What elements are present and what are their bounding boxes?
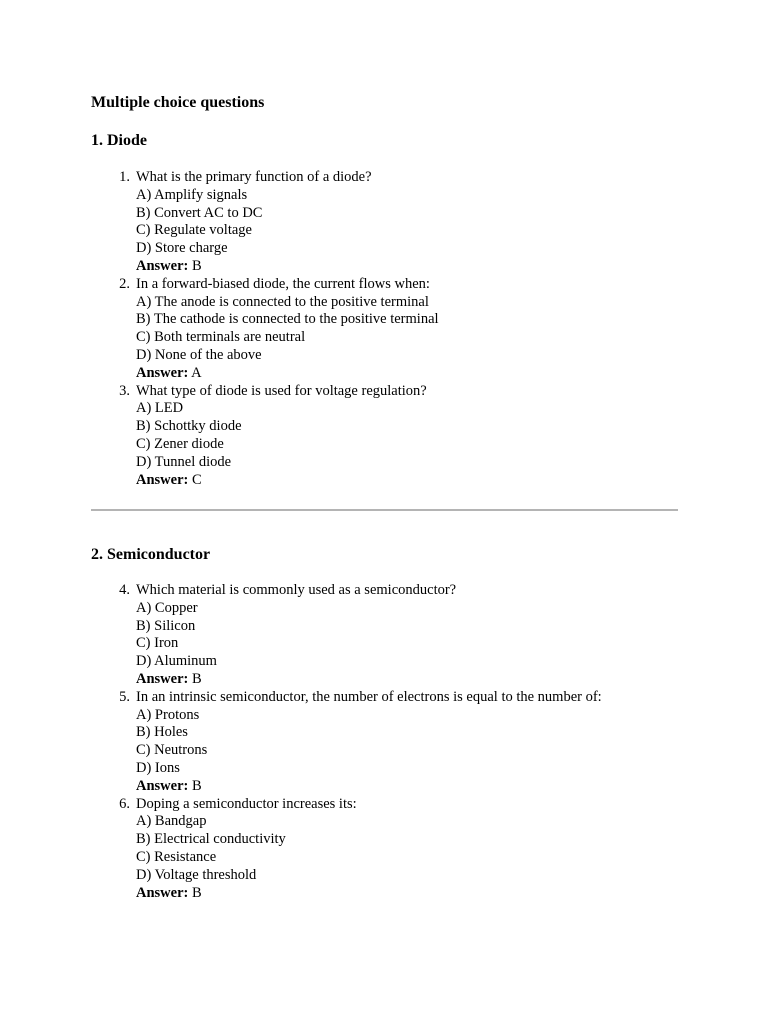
option-a: A) Copper [136, 599, 198, 616]
option-d: D) Tunnel diode [136, 453, 232, 470]
answer-label: Answer: [136, 471, 189, 488]
question-list-diode [91, 169, 678, 489]
question-text: What type of diode is used for voltage regulation? [136, 382, 427, 399]
question-number: 6. [119, 795, 130, 812]
answer-value: B [188, 777, 202, 794]
question-item [91, 383, 678, 490]
option-b: B) Electrical conductivity [136, 831, 286, 848]
answer-value: B [188, 884, 202, 901]
answer-line [136, 885, 678, 903]
answer-value: B [188, 670, 202, 687]
option-b: B) The cathode is connected to the positive terminal [136, 311, 439, 328]
option-d: D) Ions [136, 759, 180, 776]
option-c: C) Regulate voltage [136, 222, 252, 239]
option-a: A) The anode is connected to the positive terminal [136, 293, 429, 310]
option-b: B) Holes [136, 724, 188, 741]
option-b: B) Schottky diode [136, 418, 242, 435]
question-text: In an intrinsic semiconductor, the number of electrons is equal to the number of: [136, 688, 602, 705]
answer-label: Answer: [136, 670, 189, 687]
option-c: C) Resistance [136, 848, 217, 865]
question-item [91, 169, 678, 276]
document-title: Multiple choice questions [91, 94, 265, 111]
option-d: D) Store charge [136, 240, 228, 257]
question-text: In a forward-biased diode, the current flows when: [136, 275, 430, 292]
question-number: 2. [119, 275, 130, 292]
option-c: C) Neutrons [136, 742, 208, 759]
option-d: D) Voltage threshold [136, 866, 257, 883]
question-number: 1. [119, 169, 130, 185]
section-divider [91, 509, 678, 511]
answer-label: Answer: [136, 777, 189, 794]
option-a: A) LED [136, 400, 184, 417]
option-c: C) Both terminals are neutral [136, 329, 306, 346]
question-item [91, 276, 678, 383]
option-a: A) Amplify signals [136, 186, 248, 203]
answer-value: B [188, 257, 202, 274]
option-b: B) Silicon [136, 617, 196, 634]
answer-line [136, 365, 678, 383]
question-item [91, 689, 678, 796]
section-heading-semiconductor: 2. Semiconductor [91, 546, 211, 563]
option-a: A) Bandgap [136, 813, 207, 830]
answer-value: A [188, 364, 202, 381]
answer-label: Answer: [136, 364, 189, 381]
answer-line [136, 472, 678, 490]
answer-label: Answer: [136, 884, 189, 901]
question-text: What is the primary function of a diode? [136, 169, 372, 185]
question-number: 4. [119, 582, 130, 598]
answer-line [136, 258, 678, 276]
question-item [91, 796, 678, 903]
option-d: D) None of the above [136, 346, 262, 363]
answer-label: Answer: [136, 257, 189, 274]
option-d: D) Aluminum [136, 653, 217, 670]
question-number: 5. [119, 688, 130, 705]
option-b: B) Convert AC to DC [136, 204, 263, 221]
option-c: C) Iron [136, 635, 179, 652]
question-list-semiconductor [91, 582, 678, 902]
answer-line [136, 778, 678, 796]
answer-line [136, 671, 678, 689]
answer-value: C [188, 471, 202, 488]
question-item [91, 582, 678, 689]
option-c: C) Zener diode [136, 435, 224, 452]
question-text: Doping a semiconductor increases its: [136, 795, 357, 812]
section-heading-diode: 1. Diode [91, 132, 147, 149]
question-text: Which material is commonly used as a semiconductor? [136, 582, 457, 598]
question-number: 3. [119, 382, 130, 399]
option-a: A) Protons [136, 706, 200, 723]
